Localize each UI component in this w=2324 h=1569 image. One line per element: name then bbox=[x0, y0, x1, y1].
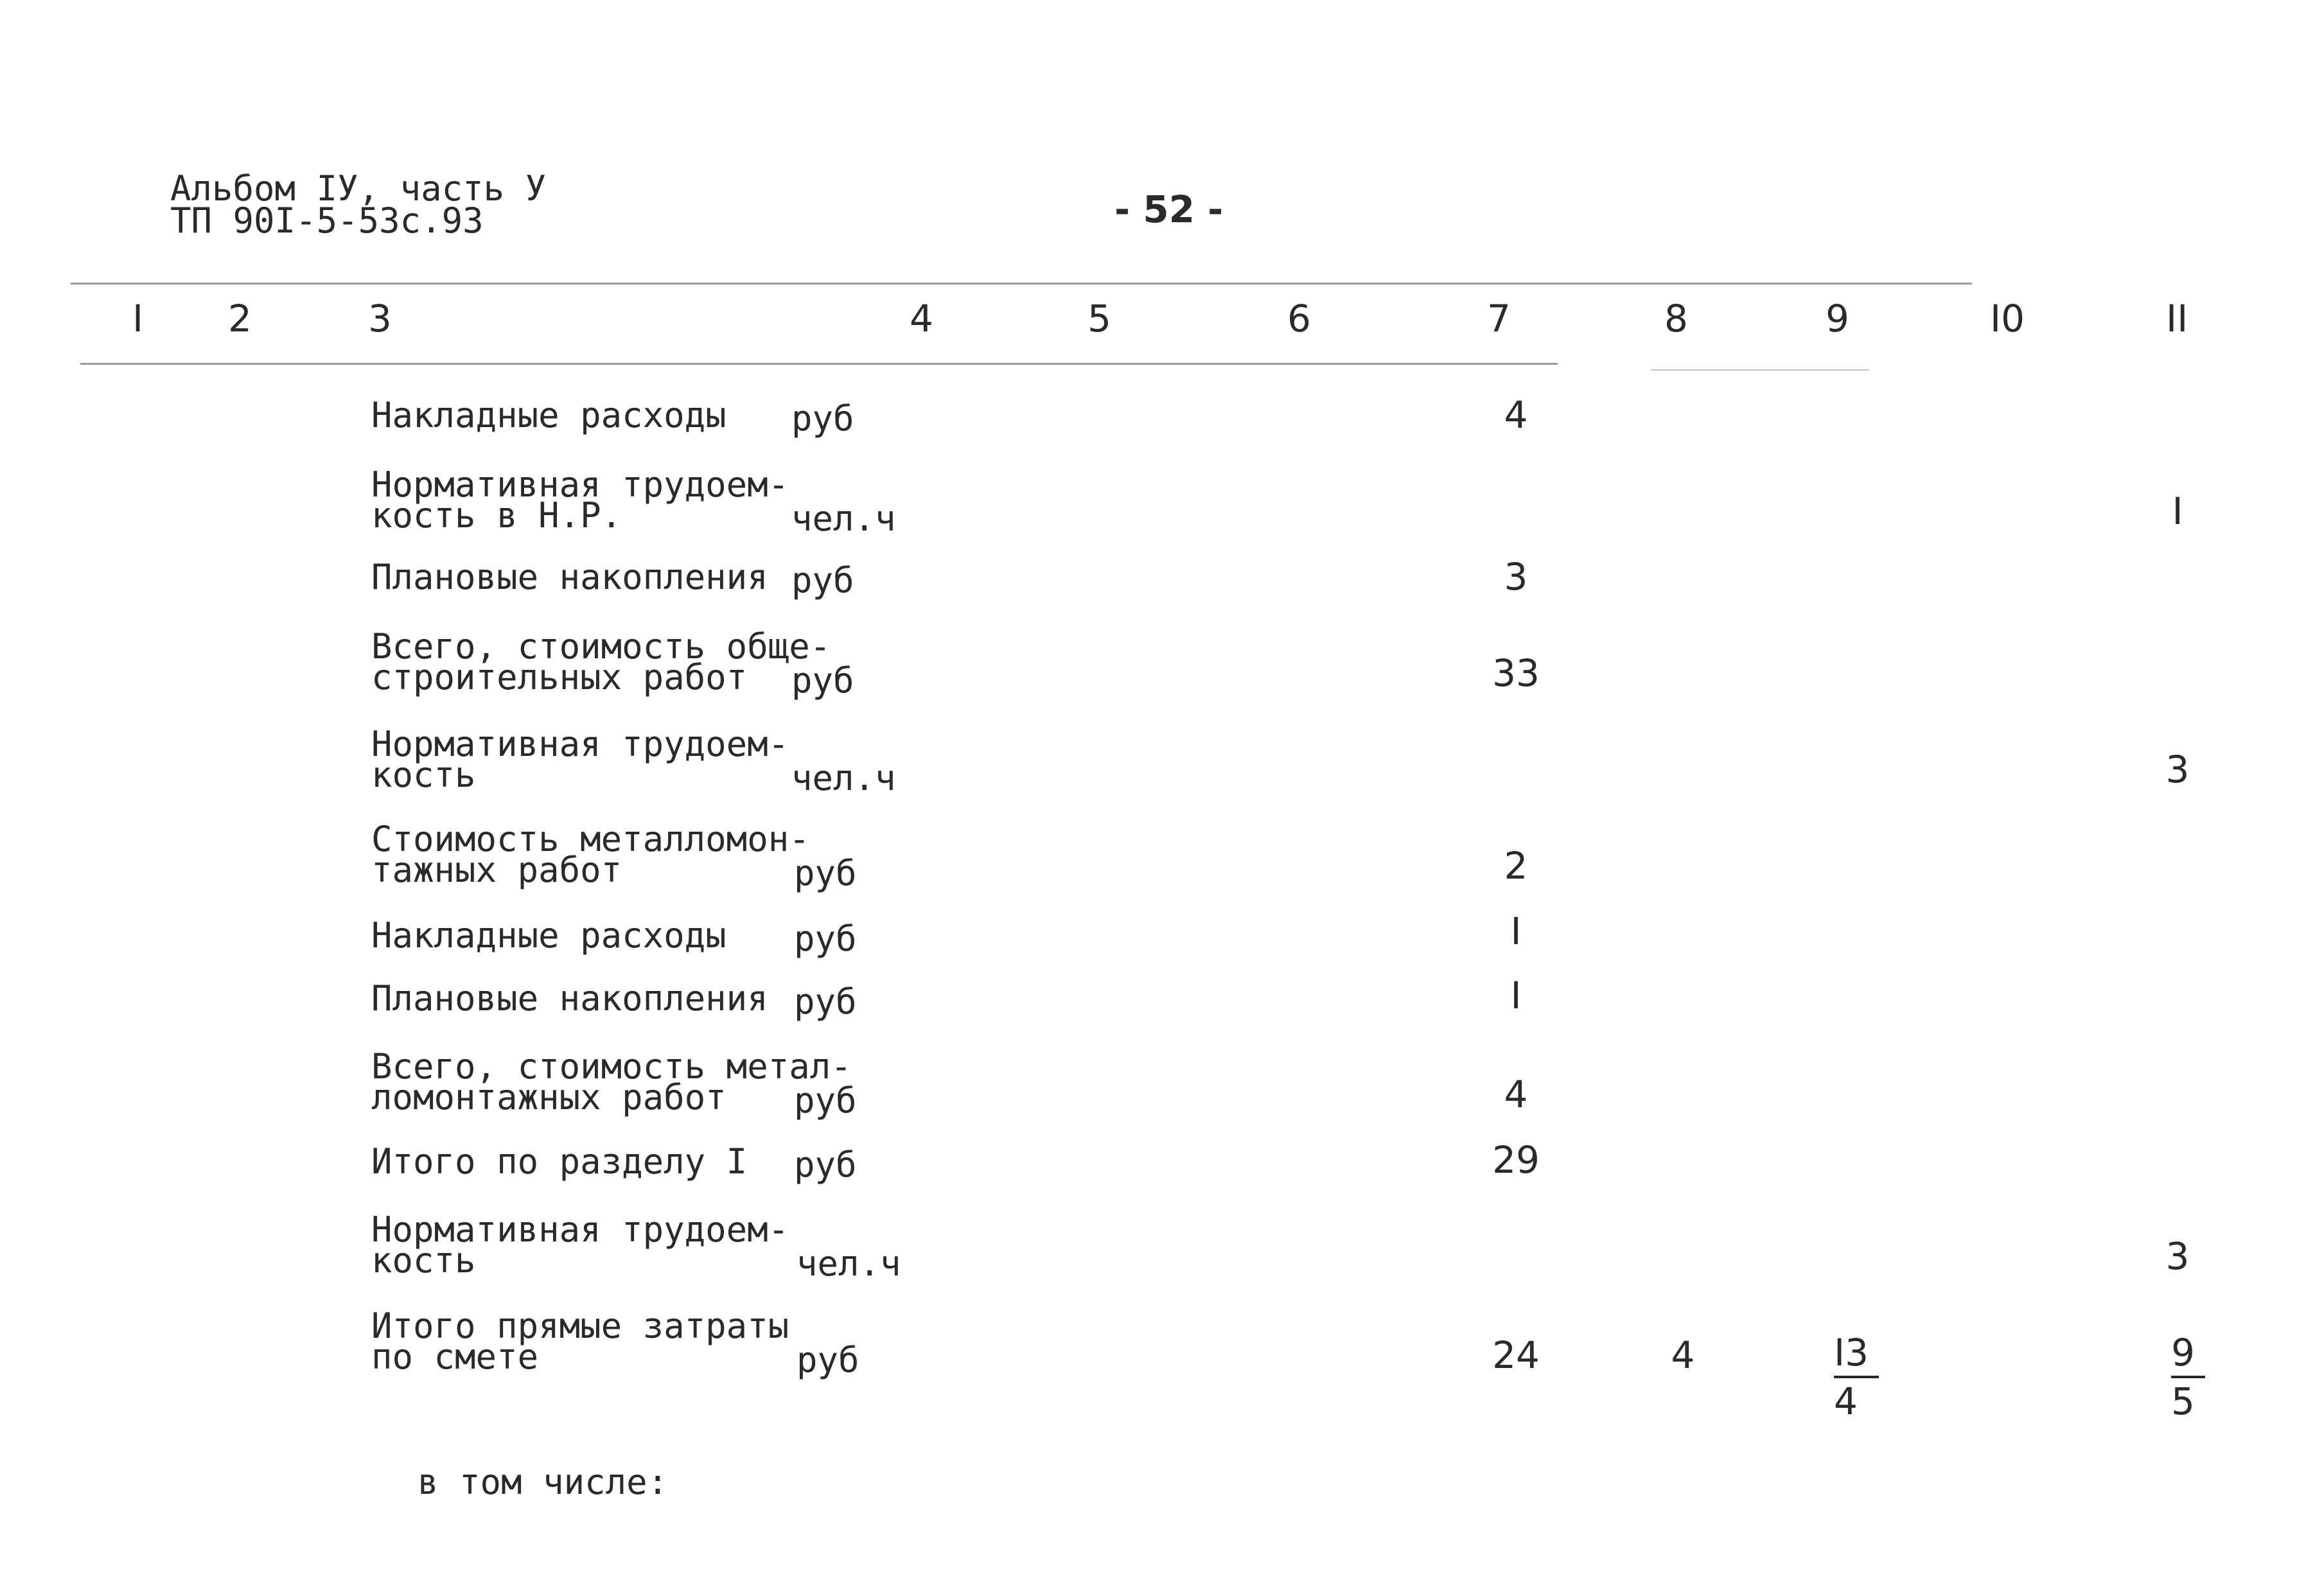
row-12-col11-numerator: 9 bbox=[2171, 1329, 2205, 1378]
row-10-description: Итого по разделу I bbox=[371, 1141, 748, 1182]
column-number-7: 7 bbox=[1487, 297, 1511, 340]
row-5-col11-value: 3 bbox=[2165, 748, 2190, 791]
row-1-col7-value: 4 bbox=[1504, 393, 1528, 437]
column-number-10: I0 bbox=[1990, 297, 2025, 340]
row-1-description: Накладные расходы bbox=[371, 395, 726, 435]
row-9-description-line2: ломонтажных работ bbox=[371, 1077, 726, 1118]
row-2-description-line1: Нормативная трудоем- bbox=[371, 464, 789, 505]
table-header-rule-short bbox=[1651, 369, 1869, 371]
column-number-5: 5 bbox=[1087, 297, 1111, 340]
row-12-unit: руб bbox=[797, 1340, 859, 1380]
row-9-unit: руб bbox=[794, 1080, 857, 1121]
column-number-11: II bbox=[2166, 297, 2188, 340]
row-12-col11-denominator: 5 bbox=[2171, 1380, 2195, 1423]
row-9-description-line1: Всего, стоимость метал- bbox=[371, 1046, 852, 1087]
row-3-unit: руб bbox=[791, 560, 854, 600]
row-12-col9-fraction bbox=[1834, 1329, 1879, 1424]
column-number-8: 8 bbox=[1664, 297, 1688, 340]
row-7-unit: руб bbox=[794, 918, 857, 959]
row-11-description-line1: Нормативная трудоем- bbox=[371, 1209, 789, 1250]
row-10-col7-value: 29 bbox=[1492, 1138, 1540, 1182]
row-5-description-line1: Нормативная трудоем- bbox=[371, 724, 789, 764]
row-12-col11-fraction bbox=[2171, 1329, 2205, 1424]
row-6-unit: руб bbox=[794, 853, 857, 893]
row-2-col11-value: I bbox=[2172, 489, 2183, 533]
row-8-col7-value: I bbox=[1510, 974, 1522, 1017]
row-7-col7-value: I bbox=[1510, 909, 1522, 953]
row-3-description: Плановые накопления bbox=[371, 557, 768, 597]
row-5-unit: чел.ч bbox=[791, 758, 896, 798]
row-12-description-line2: по смете bbox=[371, 1337, 539, 1377]
row-12-col9-denominator: 4 bbox=[1834, 1380, 1858, 1423]
column-number-9: 9 bbox=[1826, 297, 1849, 340]
row-5-description-line2: кость bbox=[371, 755, 476, 795]
row-2-unit: чел.ч bbox=[791, 498, 896, 539]
row-8-unit: руб bbox=[794, 981, 857, 1022]
row-11-description-line2: кость bbox=[371, 1240, 476, 1281]
row-7-description: Накладные расходы bbox=[371, 915, 726, 956]
album-title: Альбом IУ, часть У bbox=[170, 168, 547, 209]
row-4-unit: руб bbox=[791, 660, 854, 701]
row-4-description-line1: Всего, стоимость обще- bbox=[371, 626, 831, 667]
column-number-1: I bbox=[132, 297, 144, 340]
document-code: ТП 90I-5-53с.93 bbox=[170, 200, 484, 241]
row-3-col7-value: 3 bbox=[1504, 555, 1528, 599]
column-number-4: 4 bbox=[910, 297, 933, 340]
row-9-col7-value: 4 bbox=[1504, 1073, 1528, 1116]
row-2-description-line2: кость в Н.Р. bbox=[371, 495, 622, 536]
row-12-col7-value: 24 bbox=[1492, 1333, 1540, 1377]
table-top-rule bbox=[71, 283, 1972, 285]
page-number: - 52 - bbox=[1114, 188, 1224, 231]
row-12-col8-value: 4 bbox=[1671, 1333, 1695, 1377]
row-8-description: Плановые накопления bbox=[371, 978, 768, 1019]
row-12-col9-numerator: I3 bbox=[1834, 1329, 1879, 1378]
row-6-description-line1: Стоимость металломон- bbox=[371, 819, 810, 859]
table-header-rule bbox=[80, 363, 1558, 365]
row-4-col7-value: 33 bbox=[1492, 651, 1540, 695]
column-number-2: 2 bbox=[228, 297, 252, 340]
row-1-unit: руб bbox=[791, 398, 854, 439]
including-label: в том числе: bbox=[418, 1462, 669, 1502]
row-12-description-line1: Итого прямые затраты bbox=[371, 1306, 789, 1346]
row-10-unit: руб bbox=[794, 1144, 857, 1185]
row-11-unit: чел.ч bbox=[797, 1243, 901, 1284]
row-11-col11-value: 3 bbox=[2165, 1234, 2190, 1278]
row-6-description-line2: тажных работ bbox=[371, 850, 622, 890]
column-number-6: 6 bbox=[1287, 297, 1311, 340]
row-6-col7-value: 2 bbox=[1504, 844, 1528, 888]
column-number-3: 3 bbox=[368, 297, 392, 340]
row-4-description-line2: строительных работ bbox=[371, 657, 748, 697]
